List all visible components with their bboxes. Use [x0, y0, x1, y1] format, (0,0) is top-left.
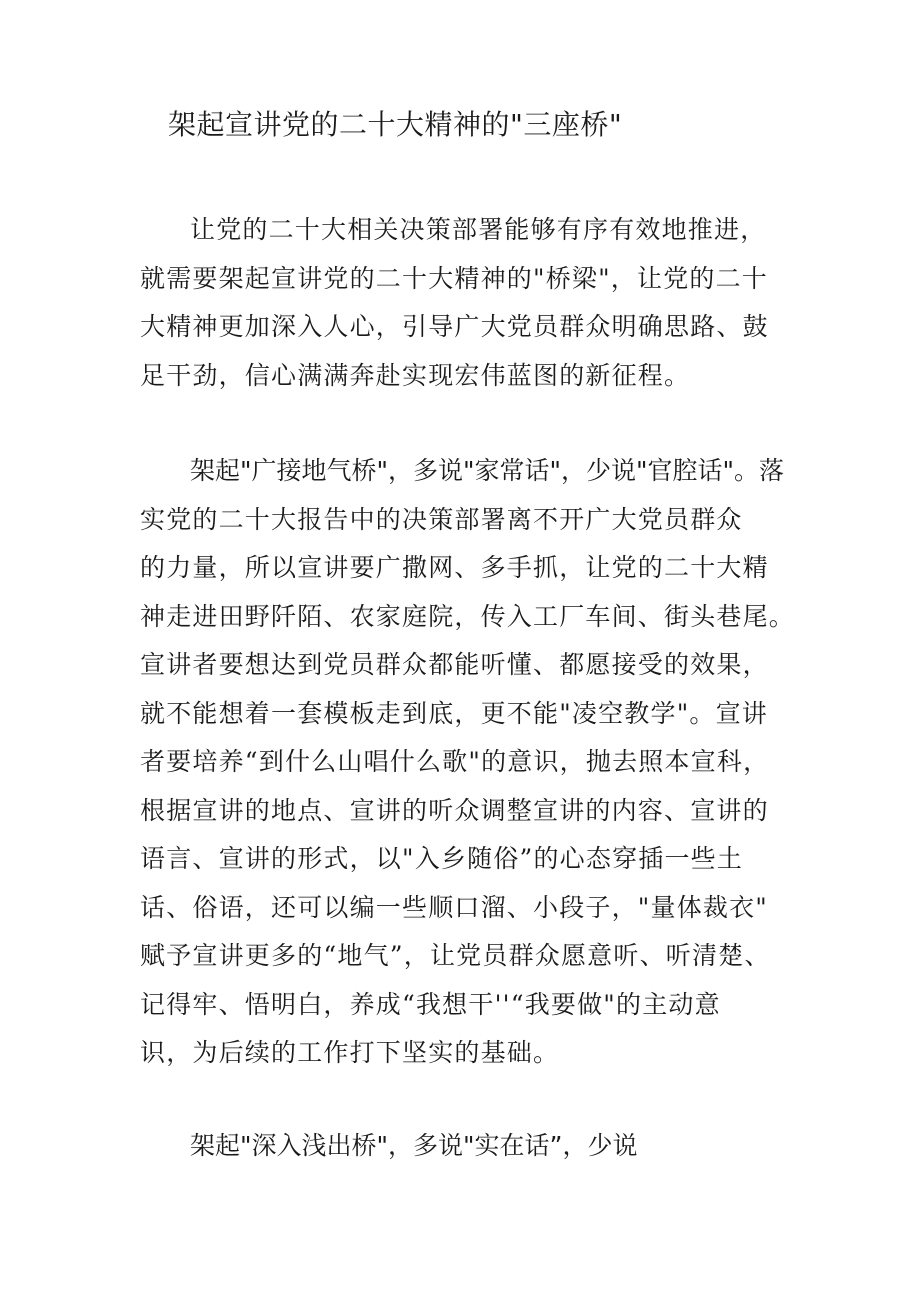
section-heading: 架起"深入浅出桥"，多说"实在话”，少说 — [190, 1131, 638, 1160]
paragraph-bridge-1 — [140, 447, 796, 1078]
paragraph-line: 话、俗语，还可以编一些顺口溜、小段子，"量体裁衣" — [140, 892, 769, 922]
paragraph-line: 足干劲，信心满满奔赴实现宏伟蓝图的新征程。 — [140, 360, 691, 390]
paragraph-line: 大精神更加深入人心，引导广大党员群众明确思路、鼓 — [140, 312, 769, 341]
document-title: 架起宣讲党的二十大精神的"三座桥" — [168, 108, 623, 141]
paragraph-first-line — [140, 1122, 780, 1171]
paragraph-text: 落 — [759, 456, 786, 485]
paragraph-line: 就需要架起宣讲党的二十大精神的"桥梁"，让党的二十 — [140, 263, 769, 293]
paragraph-line: 的力量，所以宣讲要广撒网、多手抓，让党的二十大精 — [140, 553, 769, 582]
paragraph-line: 者要培养“到什么山唱什么歌"的意识，抛去照本宣科， — [140, 747, 770, 776]
paragraph-intro — [140, 206, 780, 400]
paragraph-line: 赋予宣讲更多的“地气”，让党员群众愿意听、听清楚、 — [140, 941, 771, 970]
paragraph-line: 让党的二十大相关决策部署能够有序有效地推进， — [190, 215, 767, 244]
paragraph-line: 识，为后续的工作打下坚实的基础。 — [140, 1038, 560, 1067]
paragraph-line: 就不能想着一套模板走到底，更不能"凌空教学"。宣讲 — [140, 698, 769, 728]
paragraph-first-line — [140, 447, 786, 496]
paragraph-bridge-2 — [140, 1122, 780, 1171]
paragraph-line: 宣讲者要想达到党员群众都能听懂、都愿接受的效果， — [140, 650, 769, 679]
paragraph-line: 记得牢、悟明白，养成“我想干''“我要做"的主动意 — [140, 989, 721, 1019]
paragraph-line: 实党的二十大报告中的决策部署离不开广大党员群众 — [140, 504, 743, 534]
paragraph-line: 神走进田野阡陌、农家庭院，传入工厂车间、街头巷尾。 — [140, 601, 796, 631]
section-heading: 架起"广接地气桥"，多说"家常话"，少说"官腔话"。 — [190, 456, 759, 485]
paragraph-line: 语言、宣讲的形式，以"入乡随俗”的心态穿插一些土 — [140, 844, 744, 873]
paragraph-line: 根据宣讲的地点、宣讲的听众调整宣讲的内容、宣讲的 — [140, 795, 769, 825]
